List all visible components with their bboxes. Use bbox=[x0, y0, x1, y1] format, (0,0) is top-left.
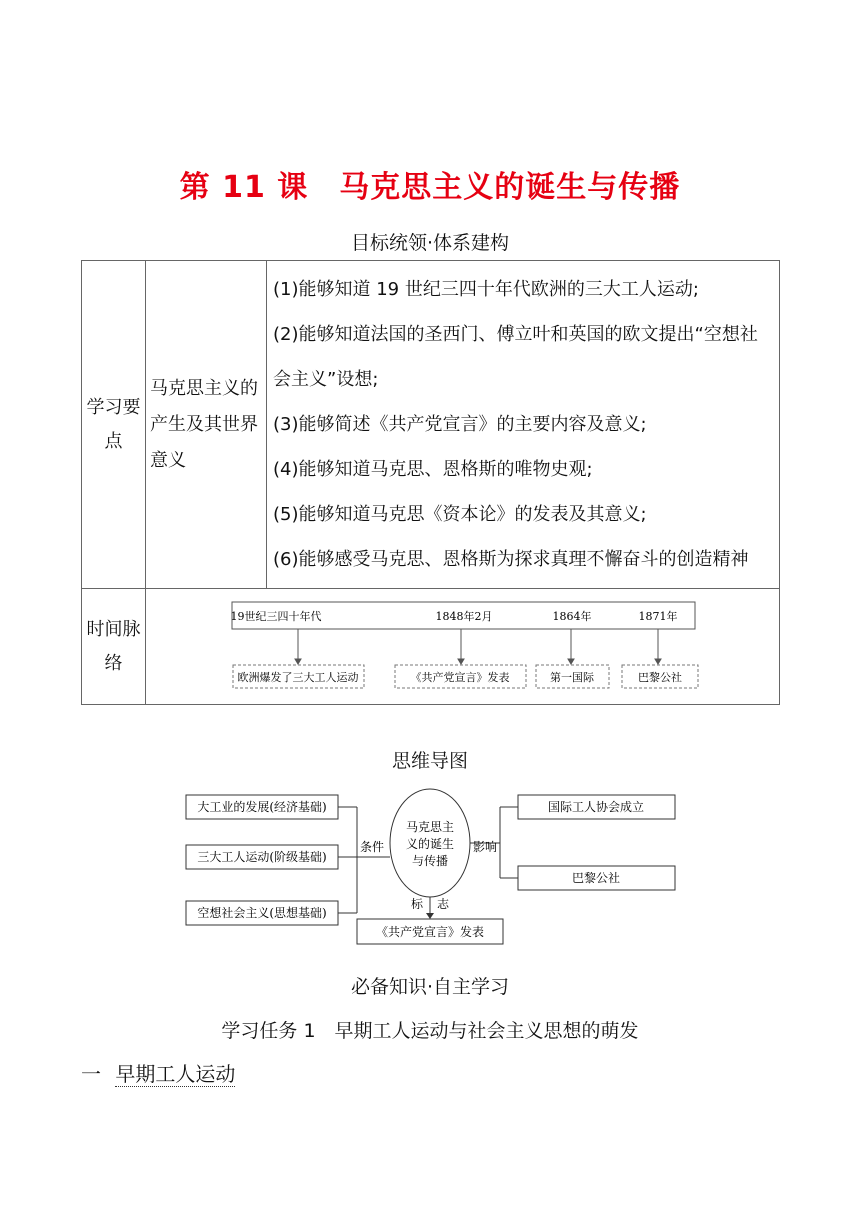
topic-cell: 马克思主义的产生及其世界意义 bbox=[146, 261, 267, 589]
timeline-date: 1848年2月 bbox=[435, 610, 493, 623]
heading-text: 早期工人运动 bbox=[115, 1062, 236, 1086]
label-study-points: 学习要点 bbox=[82, 261, 146, 589]
impact-label: 影响 bbox=[472, 840, 498, 854]
condition-text: 三大工人运动(阶级基础) bbox=[197, 850, 327, 864]
heading-number: 一 bbox=[81, 1062, 101, 1086]
timeline-cell bbox=[146, 589, 780, 705]
timeline-date: 1871年 bbox=[638, 610, 678, 623]
task-heading: 学习任务 1 早期工人运动与社会主义思想的萌发 bbox=[221, 1020, 639, 1042]
condition-text: 大工业的发展(经济基础) bbox=[197, 800, 327, 814]
goals-list bbox=[267, 261, 780, 589]
conditions-label: 条件 bbox=[359, 840, 385, 854]
subsection-heading bbox=[81, 1058, 235, 1087]
goal-item: (4)能够知道马克思、恩格斯的唯物史观; bbox=[273, 459, 593, 480]
sign-label: 志 bbox=[436, 897, 450, 911]
condition-text: 空想社会主义(思想基础) bbox=[197, 906, 327, 920]
sign-text: 《共产党宣言》发表 bbox=[375, 925, 485, 939]
sign-label: 标 bbox=[410, 897, 424, 911]
timeline-diagram bbox=[146, 589, 779, 699]
lesson-title: 第 11 课 马克思主义的诞生与传播 bbox=[179, 170, 681, 205]
impact-text: 国际工人协会成立 bbox=[547, 800, 645, 814]
section-heading-goals: 目标统领·体系建构 bbox=[350, 232, 510, 254]
timeline-event: 巴黎公社 bbox=[638, 671, 682, 684]
label-timeline: 时间脉络 bbox=[82, 589, 146, 705]
mind-map bbox=[0, 780, 860, 950]
timeline-event: 《共产党宣言》发表 bbox=[410, 671, 510, 684]
section-heading-knowledge: 必备知识·自主学习 bbox=[350, 976, 510, 998]
goal-item: (2)能够知道法国的圣西门、傅立叶和英国的欧文提出“空想社会主义”设想; bbox=[273, 324, 758, 390]
center-text: 义的诞生 bbox=[405, 837, 455, 851]
goal-item: (3)能够简述《共产党宣言》的主要内容及意义; bbox=[273, 414, 647, 435]
goal-item: (5)能够知道马克思《资本论》的发表及其意义; bbox=[273, 504, 647, 525]
center-text: 与传播 bbox=[411, 854, 449, 868]
timeline-event: 第一国际 bbox=[550, 671, 594, 684]
goal-item: (6)能够感受马克思、恩格斯为探求真理不懈奋斗的创造精神 bbox=[273, 549, 749, 570]
timeline-date: 19世纪三四十年代 bbox=[230, 610, 322, 623]
impact-text: 巴黎公社 bbox=[571, 871, 621, 885]
goal-item: (1)能够知道 19 世纪三四十年代欧洲的三大工人运动; bbox=[273, 279, 699, 300]
timeline-date: 1864年 bbox=[552, 610, 592, 623]
goals-table bbox=[81, 260, 780, 705]
center-text: 马克思主 bbox=[405, 820, 455, 834]
timeline-event: 欧洲爆发了三大工人运动 bbox=[237, 671, 359, 684]
section-heading-mindmap: 思维导图 bbox=[391, 750, 468, 772]
